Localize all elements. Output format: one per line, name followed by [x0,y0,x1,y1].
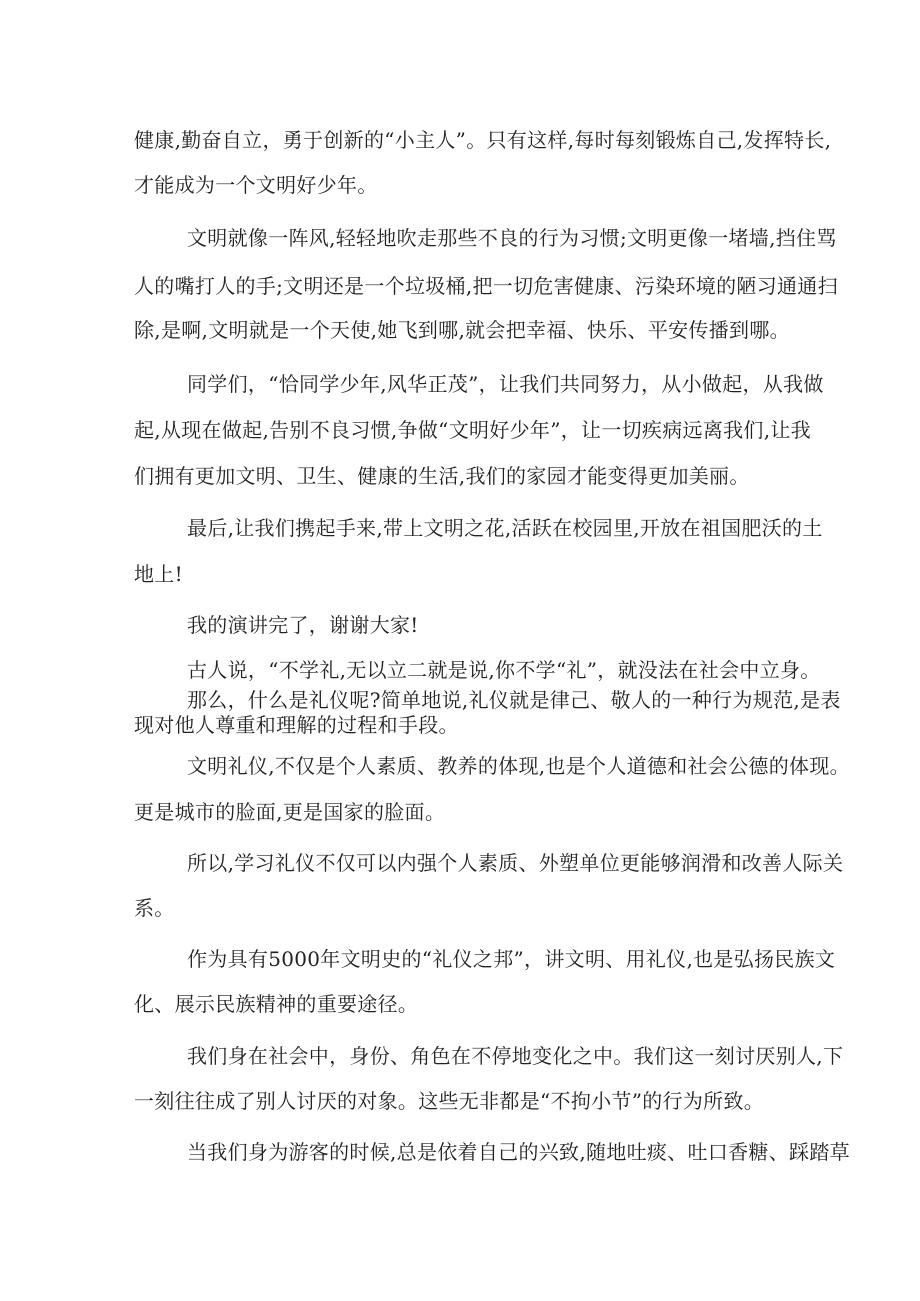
text-line: 那么，什么是礼仪呢?简单地说,礼仪就是律己、敬人的一种行为规范,是表 [187,688,841,712]
text-line: 我们身在社会中，身份、角色在不停地变化之中。我们这一刻讨厌别人,下 [187,1044,844,1068]
text-line: 化、展示民族精神的重要途径。 [134,992,419,1016]
text-line: 最后,让我们携起手来,带上文明之花,活跃在校园里,开放在祖国肥沃的土 [187,516,823,540]
text-line: 更是城市的脸面,更是国家的脸面。 [134,800,446,824]
text-line: 地上! [134,562,183,586]
text-line: 人的嘴打人的手;文明还是一个垃圾桶,把一切危害健康、污染环境的陋习通通扫 [134,274,838,298]
text-line: 们拥有更加文明、卫生、健康的生活,我们的家园才能变得更加美丽。 [134,464,750,488]
text-line: 现对他人尊重和理解的过程和手段。 [134,713,459,737]
text-line: 除,是啊,文明就是一个天使,她飞到哪,就会把幸福、快乐、平安传播到哪。 [134,318,790,342]
text-line: 系。 [134,896,175,920]
text-line: 所以,学习礼仪不仅可以内强个人素质、外塑单位更能够润滑和改善人际关 [187,851,844,875]
text-line: 文明礼仪,不仅是个人素质、教养的体现,也是个人道德和社会公德的体现。 [187,754,850,778]
text-line: 健康,勤奋自立，勇于创新的“小主人”。只有这样,每时每刻锻炼自己,发挥特长, [134,128,832,152]
text-line: 同学们，“恰同学少年,风华正茂”，让我们共同努力，从小做起，从我做 [187,372,824,396]
text-line: 才能成为一个文明好少年。 [134,173,378,197]
text-line: 古人说，“不学礼,无以立二就是说,你不学“礼”，就没法在社会中立身。 [187,658,821,682]
text-line: 当我们身为游客的时候,总是依着自己的兴致,随地吐痰、吐口香糖、踩踏草 [187,1140,850,1164]
text-line: 我的演讲完了，谢谢大家! [187,613,419,637]
text-line: 起,从现在做起,告别不良习惯,争做“文明好少年”，让一切疾病远离我们,让我 [134,418,811,442]
text-line: 作为具有5000年文明史的“礼仪之邦”，讲文明、用礼仪,也是弘扬民族文 [187,947,836,971]
text-line: 一刻往往成了别人讨厌的对象。这些无非都是“不拘小节”的行为所致。 [134,1089,765,1113]
text-line: 文明就像一阵风,轻轻地吹走那些不良的行为习惯;文明更像一堵墙,挡住骂 [187,226,837,250]
